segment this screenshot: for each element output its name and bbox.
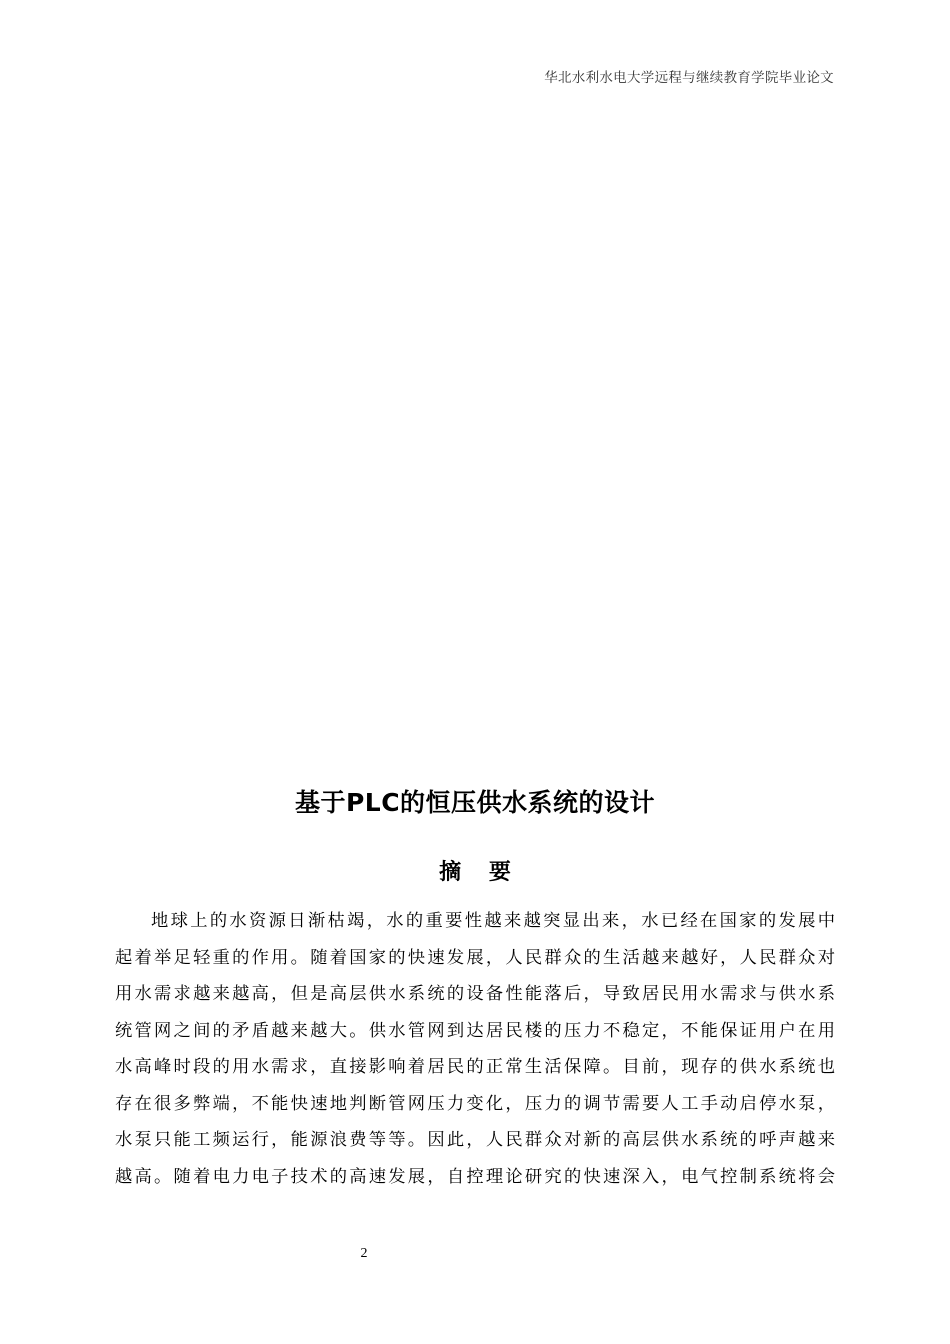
abstract-line: 用水需求越来越高，但是高层供水系统的设备性能落后，导致居民用水需求与供水系 <box>115 984 835 1004</box>
abstract-line: 起着举足轻重的作用。随着国家的快速发展，人民群众的生活越来越好，人民群众对 <box>115 947 835 968</box>
abstract-line: 越高。随着电力电子技术的高速发展，自控理论研究的快速深入，电气控制系统将会 <box>115 1166 835 1187</box>
abstract-body <box>115 903 835 1195</box>
page-header: 华北水利水电大学远程与继续教育学院毕业论文 <box>544 70 834 86</box>
page-number: 2 <box>360 1246 368 1261</box>
abstract-line: 统管网之间的矛盾越来越大。供水管网到达居民楼的压力不稳定，不能保证用户在用 <box>115 1020 835 1041</box>
abstract-line: 地球上的水资源日渐枯竭，水的重要性越来越突显出来，水已经在国家的发展中 <box>151 911 835 931</box>
abstract-line: 水高峰时段的用水需求，直接影响着居民的正常生活保障。目前，现存的供水系统也 <box>115 1057 835 1077</box>
abstract-line: 水泵只能工频运行，能源浪费等等。因此，人民群众对新的高层供水系统的呼声越来 <box>115 1130 835 1150</box>
thesis-title: 基于PLC的恒压供水系统的设计 <box>294 788 656 817</box>
abstract-line: 存在很多弊端，不能快速地判断管网压力变化，压力的调节需要人工手动启停水泵， <box>115 1093 835 1114</box>
abstract-heading: 摘 要 <box>439 860 521 885</box>
